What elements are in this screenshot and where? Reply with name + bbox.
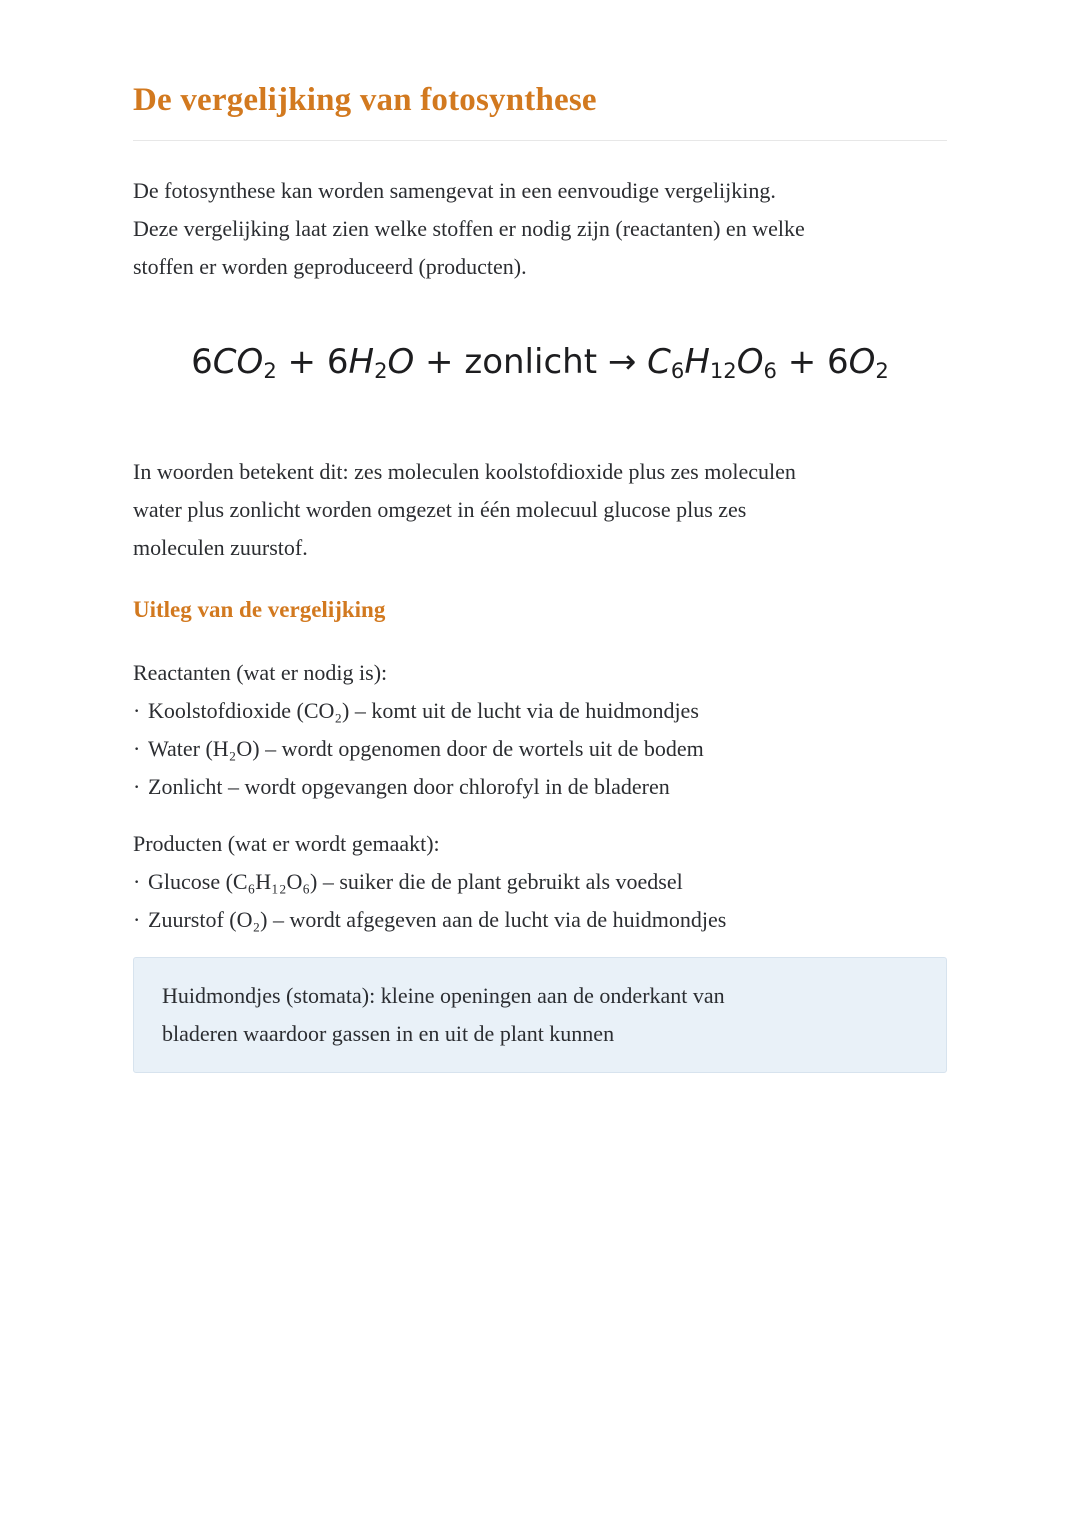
equation-token: 6: [670, 358, 685, 384]
text-line: Huidmondjes (stomata): kleine openingen aan de onderkant van: [162, 983, 725, 1009]
equation-token: O: [736, 342, 764, 382]
equation-token: →: [597, 342, 648, 382]
info-box: [133, 957, 947, 1073]
reactants-label: Reactanten (wat er nodig is):: [133, 660, 388, 686]
bullet-icon: ·: [133, 774, 141, 800]
equation-token: 6: [191, 342, 213, 382]
text-line: stoffen er worden geproduceerd (producten).: [133, 254, 527, 279]
section-subheading: Uitleg van de vergelijking: [133, 597, 386, 623]
equation-token: O: [848, 342, 876, 382]
equation-token: +: [776, 342, 828, 382]
explanation-paragraph: [133, 453, 947, 567]
text-line: In woorden betekent dit: zes moleculen koolstofdioxide plus zes moleculen: [133, 459, 796, 485]
equation-token: 6: [827, 342, 849, 382]
info-box-text: [162, 977, 918, 1053]
equation-token: H: [348, 342, 375, 382]
list-item: [133, 768, 947, 806]
bullet-icon: ·: [133, 736, 141, 762]
text-line: water plus zonlicht worden omgezet in één molecuul glucose plus zes: [133, 497, 747, 523]
equation-token: 2: [374, 358, 388, 384]
intro-paragraph: [133, 172, 947, 286]
photosynthesis-equation: [133, 338, 947, 395]
equation-token: 2: [875, 358, 889, 384]
equation-token: +: [414, 342, 465, 382]
text-line: De fotosynthese kan worden samengevat in een eenvoudige vergelijking.: [133, 178, 776, 203]
equation-token: 2: [263, 358, 277, 384]
text-line: bladeren waardoor gassen in en uit de plant kunnen: [162, 1021, 615, 1047]
bullet-icon: ·: [133, 907, 141, 933]
equation-token: H: [684, 342, 710, 382]
equation-token: 6: [326, 342, 349, 382]
equation-token: CO: [212, 342, 264, 382]
page-title: De vergelijking van fotosynthese: [133, 82, 597, 118]
reactants-list: [133, 654, 947, 806]
list-item: [133, 730, 947, 768]
list-item-text: Zuurstof (O₂) – wordt afgegeven aan de lucht via de huidmondjes: [148, 907, 727, 933]
list-item: [133, 901, 947, 939]
products-list: [133, 825, 947, 939]
list-item-text: Zonlicht – wordt opgevangen door chlorofyl in de bladeren: [148, 774, 670, 800]
list-item: [133, 692, 947, 730]
equation-token: 6: [763, 358, 777, 384]
list-item-text: Water (H₂O) – wordt opgenomen door de wortels uit de bodem: [148, 736, 704, 762]
bullet-icon: ·: [133, 869, 141, 895]
equation-token: 12: [709, 358, 737, 384]
text-line: moleculen zuurstof.: [133, 535, 308, 561]
heading-divider: [133, 140, 947, 141]
list-item-text: Koolstofdioxide (CO₂) – komt uit de lucht via de huidmondjes: [148, 698, 699, 724]
bullet-icon: ·: [133, 698, 141, 724]
equation-token: C: [647, 342, 671, 382]
text-line: Deze vergelijking laat zien welke stoffen er nodig zijn (reactanten) en welke: [133, 216, 805, 241]
equation-token: zonlicht: [464, 342, 598, 382]
equation-token: +: [276, 342, 327, 382]
list-item: [133, 863, 947, 901]
equation-token: O: [387, 342, 415, 382]
list-item-text: Glucose (C₆H₁₂O₆) – suiker die de plant gebruikt als voedsel: [148, 869, 683, 895]
products-label: Producten (wat er wordt gemaakt):: [133, 831, 440, 857]
